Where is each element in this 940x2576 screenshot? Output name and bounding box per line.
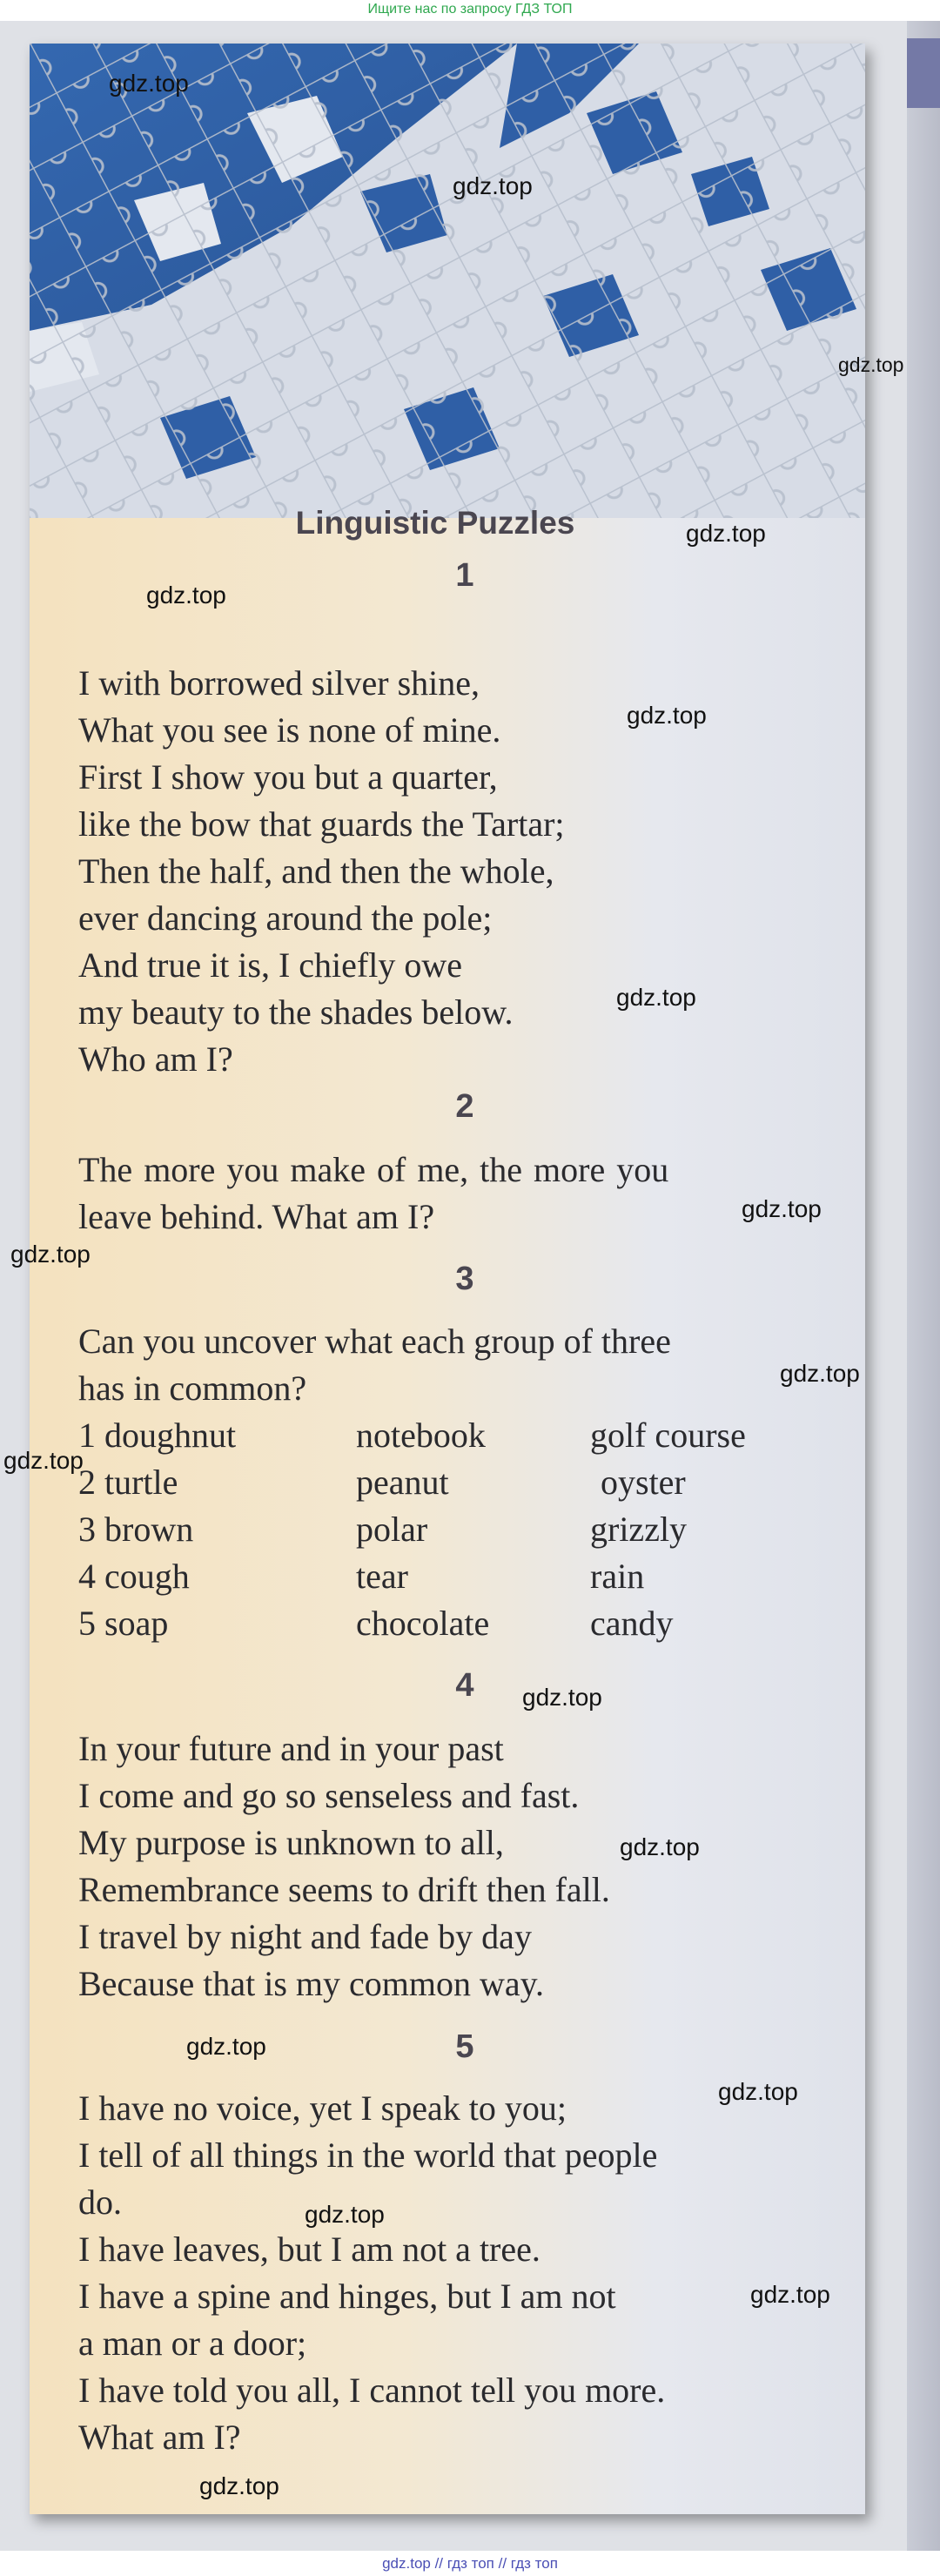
watermark: gdz.top <box>109 70 189 97</box>
puzzle-1-line: First I show you but a quarter, <box>78 757 498 797</box>
puzzle-3-cell: chocolate <box>356 1604 490 1643</box>
puzzle-3-cell: tear <box>356 1557 408 1596</box>
puzzle-1-line: And true it is, I chiefly owe <box>78 945 462 985</box>
puzzle-3-cell: peanut <box>356 1463 449 1502</box>
watermark: gdz.top <box>146 582 226 609</box>
puzzle-4-line: My purpose is unknown to all, <box>78 1823 504 1862</box>
watermark: gdz.top <box>838 353 904 376</box>
watermark: gdz.top <box>627 702 707 729</box>
puzzle-3-cell: golf course <box>590 1416 746 1455</box>
puzzle-1-line: What you see is none of mine. <box>78 710 501 750</box>
puzzle-3-cell: grizzly <box>590 1510 688 1549</box>
watermark: gdz.top <box>186 2033 266 2060</box>
puzzle-1-line: I with borrowed silver shine, <box>78 663 480 703</box>
puzzle-2-line: leave behind. What am I? <box>78 1197 435 1236</box>
puzzle-5-line: I have no voice, yet I speak to you; <box>78 2088 567 2128</box>
puzzle-2-line: The more you make of me, the more you <box>78 1150 669 1189</box>
watermark: gdz.top <box>522 1684 602 1711</box>
page-title: Linguistic Puzzles <box>295 505 575 541</box>
puzzle-5-line: I have leaves, but I am not a tree. <box>78 2230 540 2269</box>
puzzle-3-cell: 1 doughnut <box>78 1416 237 1455</box>
puzzle-3-cell: candy <box>590 1604 674 1643</box>
puzzle-1-number: 1 <box>455 557 474 594</box>
puzzle-5-line: I have a spine and hinges, but I am not <box>78 2277 616 2316</box>
puzzle-1-line: Who am I? <box>78 1039 233 1079</box>
puzzle-5-line: I tell of all things in the world that people <box>78 2135 658 2175</box>
adjacent-page-edge <box>907 21 940 2551</box>
watermark: gdz.top <box>616 984 696 1011</box>
puzzle-5-line: I have told you all, I cannot tell you more. <box>78 2371 666 2410</box>
puzzle-3-line: has in common? <box>78 1369 307 1408</box>
puzzle-4-number: 4 <box>455 1667 474 1704</box>
puzzle-3-cell: rain <box>590 1557 645 1596</box>
watermark: gdz.top <box>10 1241 91 1268</box>
watermark: gdz.top <box>742 1195 822 1222</box>
puzzle-1-line: like the bow that guards the Tartar; <box>78 804 565 844</box>
puzzle-3-cell: 5 soap <box>78 1604 169 1643</box>
watermark: gdz.top <box>453 172 533 199</box>
top-search-banner[interactable]: Ищите нас по запросу ГДЗ ТОП <box>0 0 940 21</box>
jigsaw-illustration <box>30 44 865 518</box>
puzzle-1-line: Then the half, and then the whole, <box>78 851 554 891</box>
puzzle-4-line: I come and go so senseless and fast. <box>78 1776 580 1815</box>
puzzle-3-cell: notebook <box>356 1416 486 1455</box>
watermark: gdz.top <box>620 1833 700 1860</box>
watermark: gdz.top <box>718 2078 798 2105</box>
puzzle-5-line: a man or a door; <box>78 2324 307 2363</box>
puzzle-3-number: 3 <box>455 1261 474 1297</box>
watermark: gdz.top <box>686 520 766 547</box>
puzzle-1-line: ever dancing around the pole; <box>78 898 493 938</box>
watermark: gdz.top <box>780 1360 860 1387</box>
bottom-site-links[interactable]: gdz.top // гдз топ // гдз топ <box>0 2551 940 2576</box>
puzzle-3-cell: 4 cough <box>78 1557 190 1596</box>
puzzle-3-cell: 2 turtle <box>78 1463 178 1502</box>
puzzle-5-line: What am I? <box>78 2418 241 2457</box>
puzzle-3-cell: oyster <box>601 1463 686 1502</box>
puzzle-3-cell: polar <box>356 1510 428 1549</box>
puzzle-4-line: I travel by night and fade by day <box>78 1917 532 1956</box>
watermark: gdz.top <box>750 2281 830 2308</box>
puzzle-2-number: 2 <box>455 1088 474 1125</box>
puzzle-5-number: 5 <box>455 2028 474 2065</box>
watermark: gdz.top <box>3 1447 84 1474</box>
puzzle-4-line: In your future and in your past <box>78 1729 504 1768</box>
watermark: gdz.top <box>199 2472 279 2499</box>
puzzle-5-line: do. <box>78 2183 122 2222</box>
puzzle-3-line: Can you uncover what each group of three <box>78 1322 671 1361</box>
watermark: gdz.top <box>305 2201 385 2228</box>
puzzle-1-line: my beauty to the shades below. <box>78 992 514 1032</box>
puzzle-4-line: Remembrance seems to drift then fall. <box>78 1870 610 1909</box>
page-tab-marker <box>907 38 940 108</box>
puzzle-3-cell: 3 brown <box>78 1510 194 1549</box>
puzzle-4-line: Because that is my common way. <box>78 1964 545 2003</box>
jigsaw-puzzle-image <box>30 44 865 518</box>
